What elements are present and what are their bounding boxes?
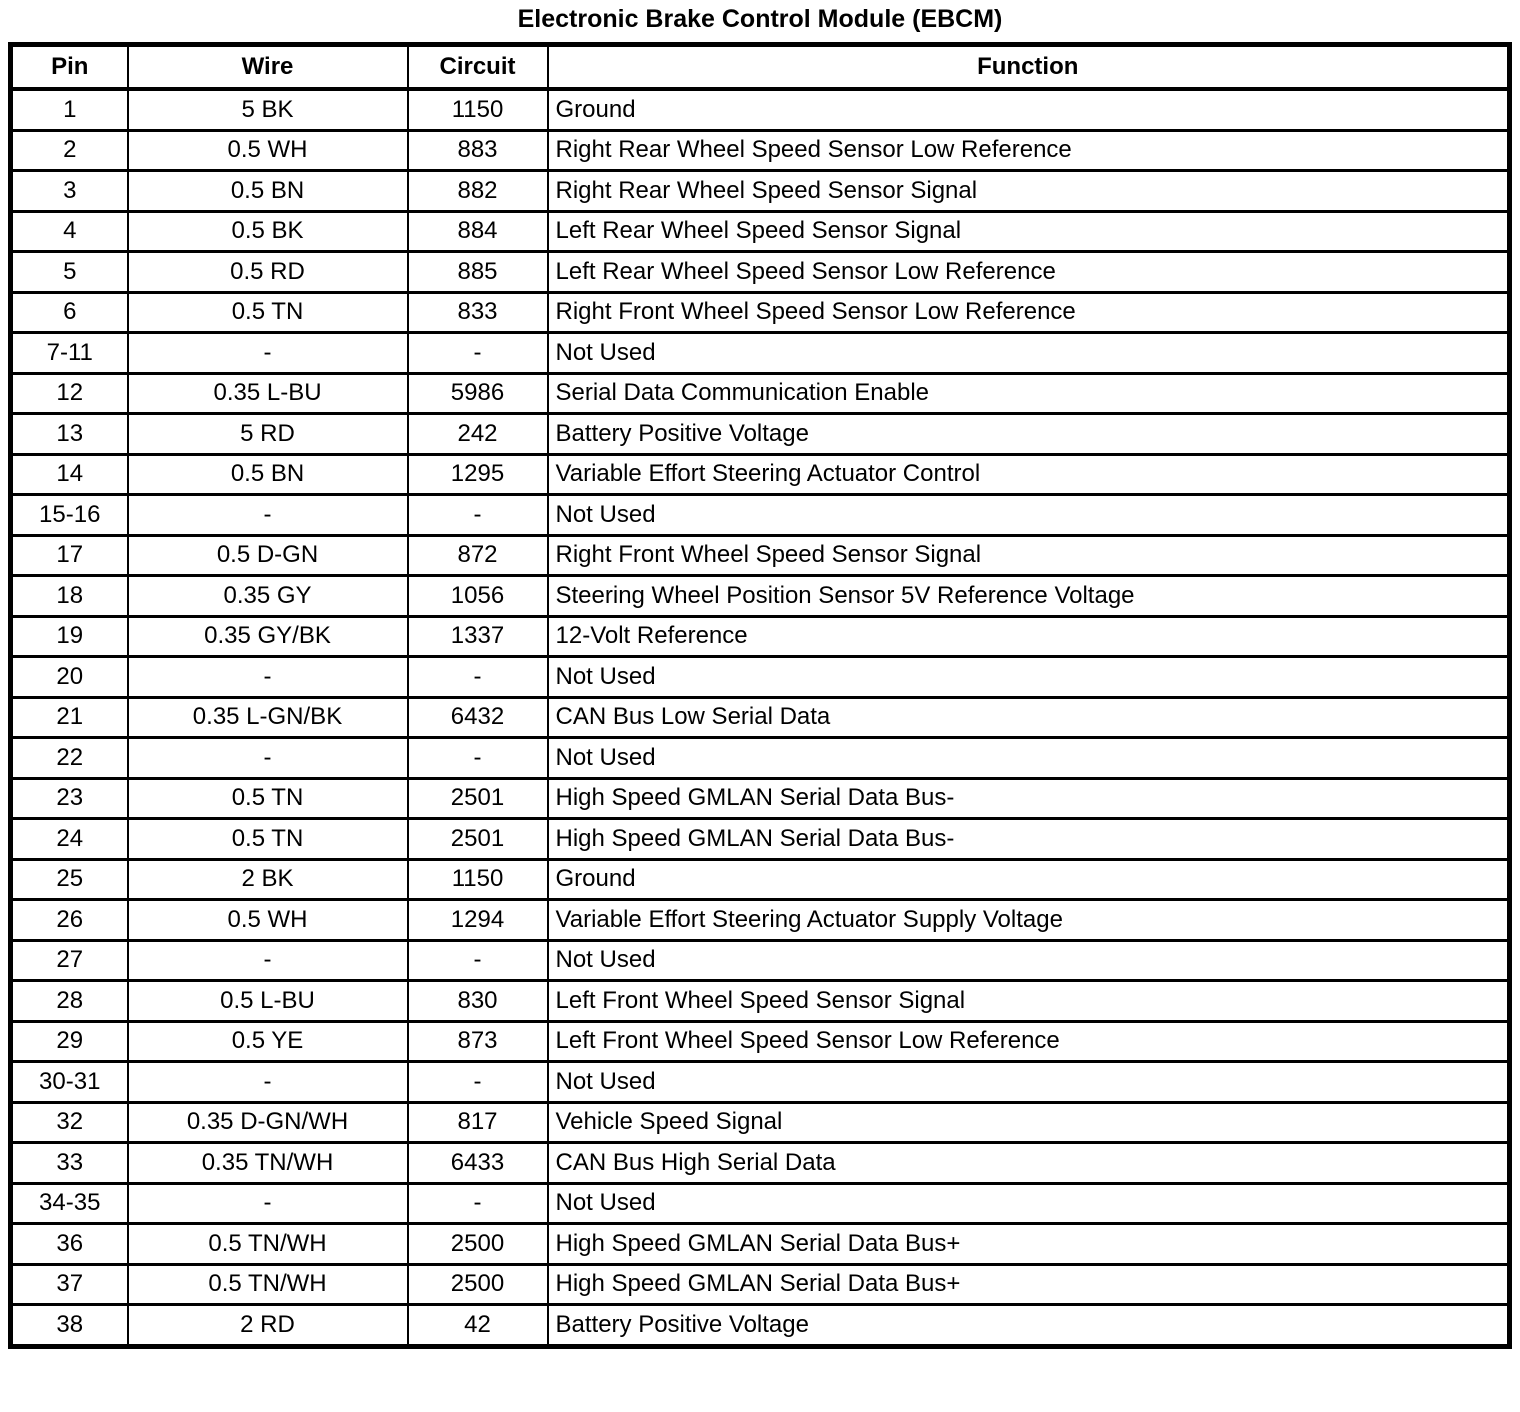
pin-cell: 30-31 <box>11 1062 128 1103</box>
circuit-cell: 6433 <box>408 1143 548 1184</box>
wire-cell: 2 RD <box>128 1305 408 1347</box>
table-row <box>11 495 1510 536</box>
circuit-cell: - <box>408 940 548 981</box>
table-row <box>11 211 1510 252</box>
wire-cell: 0.35 L-BU <box>128 373 408 414</box>
table-row <box>11 1224 1510 1265</box>
table-row <box>11 414 1510 455</box>
circuit-cell: 2501 <box>408 819 548 860</box>
wire-cell: 5 BK <box>128 89 408 130</box>
wire-cell: 0.5 WH <box>128 900 408 941</box>
circuit-cell: 42 <box>408 1305 548 1347</box>
circuit-cell: 1150 <box>408 89 548 130</box>
pin-cell: 17 <box>11 535 128 576</box>
table-row <box>11 859 1510 900</box>
function-cell: Not Used <box>548 1183 1510 1224</box>
circuit-cell: - <box>408 738 548 779</box>
pin-cell: 27 <box>11 940 128 981</box>
function-cell: Left Front Wheel Speed Sensor Low Reference <box>548 1021 1510 1062</box>
function-cell: Ground <box>548 89 1510 130</box>
wire-cell: 0.5 L-BU <box>128 981 408 1022</box>
circuit-cell: 1056 <box>408 576 548 617</box>
function-cell: Not Used <box>548 940 1510 981</box>
pin-cell: 28 <box>11 981 128 1022</box>
wire-cell: 2 BK <box>128 859 408 900</box>
wire-cell: - <box>128 495 408 536</box>
circuit-cell: - <box>408 1183 548 1224</box>
wire-cell: - <box>128 1062 408 1103</box>
pin-cell: 23 <box>11 778 128 819</box>
table-row <box>11 819 1510 860</box>
table-row <box>11 292 1510 333</box>
function-cell: Battery Positive Voltage <box>548 414 1510 455</box>
pin-cell: 24 <box>11 819 128 860</box>
circuit-cell: 1294 <box>408 900 548 941</box>
function-cell: CAN Bus Low Serial Data <box>548 697 1510 738</box>
pin-cell: 4 <box>11 211 128 252</box>
table-row <box>11 900 1510 941</box>
table-row <box>11 940 1510 981</box>
table-row <box>11 535 1510 576</box>
function-cell: High Speed GMLAN Serial Data Bus+ <box>548 1264 1510 1305</box>
pin-cell: 2 <box>11 130 128 171</box>
table-row <box>11 657 1510 698</box>
pin-cell: 1 <box>11 89 128 130</box>
table-row <box>11 454 1510 495</box>
wire-cell: - <box>128 940 408 981</box>
pin-cell: 36 <box>11 1224 128 1265</box>
circuit-cell: 830 <box>408 981 548 1022</box>
pin-cell: 22 <box>11 738 128 779</box>
table-row <box>11 981 1510 1022</box>
wire-cell: 0.5 TN <box>128 292 408 333</box>
circuit-cell: 885 <box>408 252 548 293</box>
circuit-cell: 817 <box>408 1102 548 1143</box>
function-cell: Right Rear Wheel Speed Sensor Low Reference <box>548 130 1510 171</box>
circuit-cell: - <box>408 333 548 374</box>
function-cell: Left Front Wheel Speed Sensor Signal <box>548 981 1510 1022</box>
wire-cell: 0.5 BN <box>128 171 408 212</box>
circuit-cell: 2500 <box>408 1264 548 1305</box>
page-title: Electronic Brake Control Module (EBCM) <box>517 5 1003 33</box>
pin-cell: 14 <box>11 454 128 495</box>
table-row <box>11 333 1510 374</box>
function-cell: High Speed GMLAN Serial Data Bus+ <box>548 1224 1510 1265</box>
wire-cell: 0.5 RD <box>128 252 408 293</box>
table-row <box>11 738 1510 779</box>
pin-cell: 21 <box>11 697 128 738</box>
circuit-cell: 873 <box>408 1021 548 1062</box>
circuit-cell: 883 <box>408 130 548 171</box>
pin-cell: 37 <box>11 1264 128 1305</box>
pin-cell: 5 <box>11 252 128 293</box>
circuit-cell: 833 <box>408 292 548 333</box>
circuit-cell: 872 <box>408 535 548 576</box>
function-cell: Right Front Wheel Speed Sensor Signal <box>548 535 1510 576</box>
function-cell: Right Rear Wheel Speed Sensor Signal <box>548 171 1510 212</box>
pin-cell: 29 <box>11 1021 128 1062</box>
table-row <box>11 1021 1510 1062</box>
column-header-pin: Pin <box>11 45 128 90</box>
function-cell: Variable Effort Steering Actuator Control <box>548 454 1510 495</box>
pin-cell: 19 <box>11 616 128 657</box>
wire-cell: - <box>128 333 408 374</box>
function-cell: Not Used <box>548 738 1510 779</box>
function-cell: Not Used <box>548 333 1510 374</box>
circuit-cell: - <box>408 495 548 536</box>
table-row <box>11 697 1510 738</box>
circuit-cell: 242 <box>408 414 548 455</box>
circuit-cell: 1337 <box>408 616 548 657</box>
wire-cell: 0.5 TN <box>128 819 408 860</box>
pin-cell: 38 <box>11 1305 128 1347</box>
wire-cell: 0.35 TN/WH <box>128 1143 408 1184</box>
circuit-cell: 1295 <box>408 454 548 495</box>
wire-cell: 0.5 TN <box>128 778 408 819</box>
circuit-cell: 1150 <box>408 859 548 900</box>
function-cell: Not Used <box>548 657 1510 698</box>
wire-cell: 0.5 BK <box>128 211 408 252</box>
table-row <box>11 1102 1510 1143</box>
function-cell: 12-Volt Reference <box>548 616 1510 657</box>
pin-cell: 6 <box>11 292 128 333</box>
pin-cell: 26 <box>11 900 128 941</box>
circuit-cell: 6432 <box>408 697 548 738</box>
table-body <box>11 89 1510 1346</box>
function-cell: Serial Data Communication Enable <box>548 373 1510 414</box>
circuit-cell: 2500 <box>408 1224 548 1265</box>
wire-cell: 0.35 GY <box>128 576 408 617</box>
circuit-cell: 884 <box>408 211 548 252</box>
column-header-circuit: Circuit <box>408 45 548 90</box>
header-row <box>11 45 1510 90</box>
circuit-cell: - <box>408 1062 548 1103</box>
pin-cell: 25 <box>11 859 128 900</box>
table-row <box>11 130 1510 171</box>
circuit-cell: 2501 <box>408 778 548 819</box>
ebcm-pinout-table <box>8 42 1512 1349</box>
circuit-cell: 5986 <box>408 373 548 414</box>
table-row <box>11 1143 1510 1184</box>
table-row <box>11 1264 1510 1305</box>
function-cell: Variable Effort Steering Actuator Supply Voltage <box>548 900 1510 941</box>
pin-cell: 20 <box>11 657 128 698</box>
function-cell: High Speed GMLAN Serial Data Bus- <box>548 778 1510 819</box>
wire-cell: 0.5 TN/WH <box>128 1224 408 1265</box>
function-cell: Battery Positive Voltage <box>548 1305 1510 1347</box>
wire-cell: 0.5 WH <box>128 130 408 171</box>
function-cell: Left Rear Wheel Speed Sensor Signal <box>548 211 1510 252</box>
function-cell: CAN Bus High Serial Data <box>548 1143 1510 1184</box>
table-row <box>11 1305 1510 1347</box>
function-cell: Steering Wheel Position Sensor 5V Reference Voltage <box>548 576 1510 617</box>
function-cell: Right Front Wheel Speed Sensor Low Reference <box>548 292 1510 333</box>
wire-cell: 5 RD <box>128 414 408 455</box>
pin-cell: 15-16 <box>11 495 128 536</box>
circuit-cell: - <box>408 657 548 698</box>
function-cell: Vehicle Speed Signal <box>548 1102 1510 1143</box>
circuit-cell: 882 <box>408 171 548 212</box>
table-row <box>11 89 1510 130</box>
table-header <box>11 45 1510 90</box>
column-header-function: Function <box>548 45 1510 90</box>
pin-cell: 13 <box>11 414 128 455</box>
table-row <box>11 778 1510 819</box>
wire-cell: 0.35 D-GN/WH <box>128 1102 408 1143</box>
pin-cell: 32 <box>11 1102 128 1143</box>
pin-cell: 18 <box>11 576 128 617</box>
table-row <box>11 171 1510 212</box>
wire-cell: 0.5 D-GN <box>128 535 408 576</box>
table-row <box>11 252 1510 293</box>
function-cell: Not Used <box>548 1062 1510 1103</box>
function-cell: Ground <box>548 859 1510 900</box>
wire-cell: - <box>128 738 408 779</box>
table-row <box>11 616 1510 657</box>
wire-cell: - <box>128 657 408 698</box>
table-row <box>11 373 1510 414</box>
pin-cell: 33 <box>11 1143 128 1184</box>
function-cell: Left Rear Wheel Speed Sensor Low Reference <box>548 252 1510 293</box>
function-cell: Not Used <box>548 495 1510 536</box>
wire-cell: 0.5 YE <box>128 1021 408 1062</box>
pin-cell: 7-11 <box>11 333 128 374</box>
pin-cell: 3 <box>11 171 128 212</box>
function-cell: High Speed GMLAN Serial Data Bus- <box>548 819 1510 860</box>
wire-cell: 0.5 BN <box>128 454 408 495</box>
wire-cell: 0.35 L-GN/BK <box>128 697 408 738</box>
pin-cell: 12 <box>11 373 128 414</box>
pin-cell: 34-35 <box>11 1183 128 1224</box>
table-row <box>11 1183 1510 1224</box>
column-header-wire: Wire <box>128 45 408 90</box>
wire-cell: - <box>128 1183 408 1224</box>
wire-cell: 0.5 TN/WH <box>128 1264 408 1305</box>
table-row <box>11 1062 1510 1103</box>
wire-cell: 0.35 GY/BK <box>128 616 408 657</box>
table-row <box>11 576 1510 617</box>
